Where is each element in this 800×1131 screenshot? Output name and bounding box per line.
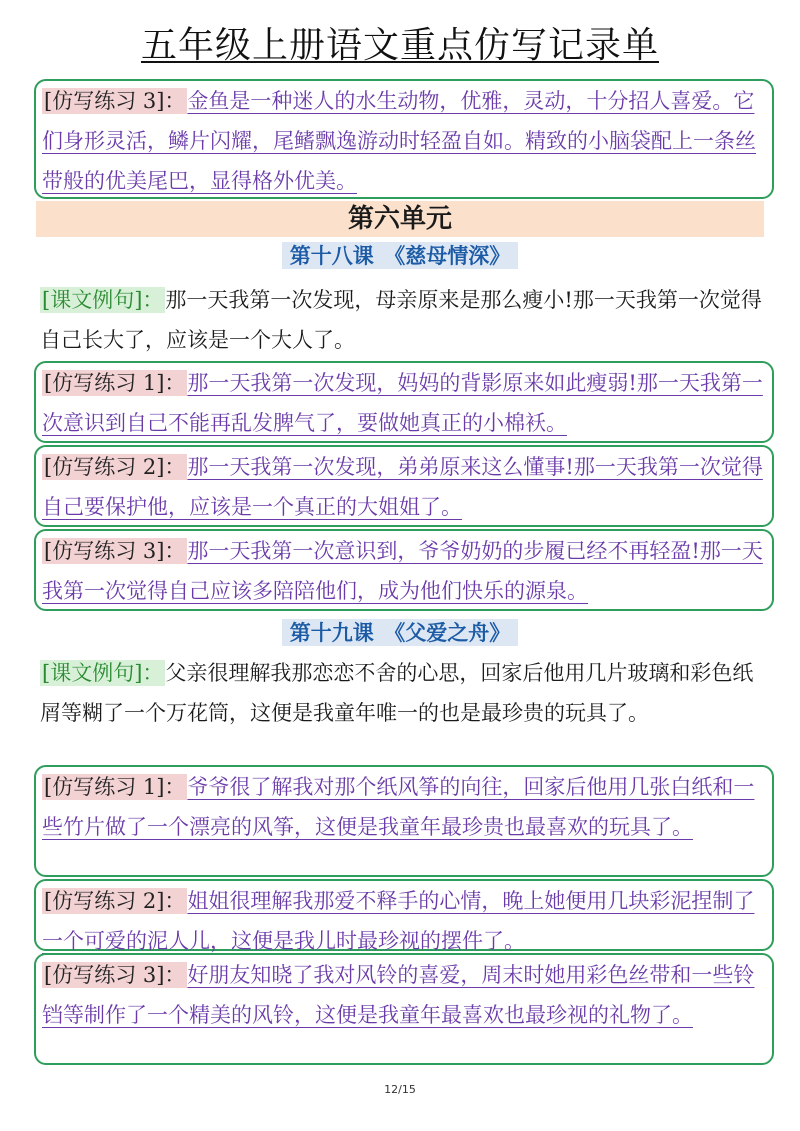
lesson-19-practice-1: [34, 765, 774, 877]
practice-text: 金鱼是一种迷人的水生动物，优雅，灵动，十分招人喜爱。它们身形灵活，鳞片闪耀，尾鳍飘逸游动时轻盈自如。精致的小脑袋配上一条丝带般的优美尾巴，显得格外优美。: [42, 89, 756, 193]
practice-text: 姐姐很理解我那爱不释手的心情，晚上她便用几块彩泥捏制了一个可爱的泥人儿，这便是我儿时最珍视的摆件了。: [42, 889, 755, 953]
lesson-18-practice-3: [34, 529, 774, 611]
page-title: 五年级上册语文重点仿写记录单: [140, 25, 659, 66]
example-text: 父亲很理解我那恋恋不舍的心思，回家后他用几片玻璃和彩色纸屑等糊了一个万花筒，这便是我童年唯一的也是最珍贵的玩具了。: [40, 661, 754, 725]
practice-text: 爷爷很了解我对那个纸风筝的向往，回家后他用几张白纸和一些竹片做了一个漂亮的风筝，这便是我童年最珍贵也最喜欢的玩具了。: [42, 775, 755, 839]
lesson-19-title: 第十九课 《父爱之舟》: [0, 617, 800, 649]
lesson-19-practice-2: [34, 879, 774, 951]
practice-text: 那一天我第一次意识到，爷爷奶奶的步履已经不再轻盈!那一天我第一次觉得自己应该多陪陪他们，成为他们快乐的源泉。: [42, 539, 763, 603]
lesson-18-example: [40, 280, 764, 360]
lesson-18-practice-2: [34, 445, 774, 527]
practice-tag: [仿写练习 1]：: [44, 371, 186, 395]
practice-tag: [仿写练习 3]：: [44, 539, 186, 563]
practice-tag: [仿写练习 2]：: [44, 889, 186, 913]
practice-tag: [仿写练习 3]：: [44, 89, 186, 113]
practice-text: 好朋友知晓了我对风铃的喜爱，周末时她用彩色丝带和一些铃铛等制作了一个精美的风铃，这便是我童年最喜欢也最珍视的礼物了。: [42, 963, 755, 1027]
practice-box-top: [34, 79, 774, 199]
unit-title: 第六单元: [36, 201, 764, 237]
page-number: 12/15: [384, 1083, 416, 1096]
practice-tag: [仿写练习 1]：: [44, 775, 186, 799]
example-text: 那一天我第一次发现，母亲原来是那么瘦小!那一天我第一次觉得自己长大了，应该是一个大人了。: [40, 288, 762, 352]
lesson-18-practice-1: [34, 361, 774, 443]
practice-text: 那一天我第一次发现，妈妈的背影原来如此瘦弱!那一天我第一次意识到自己不能再乱发脾气了，要做她真正的小棉袄。: [42, 371, 763, 435]
lesson-18-title: 第十八课 《慈母情深》: [0, 240, 800, 272]
lesson-19-practice-3: [34, 953, 774, 1065]
practice-tag: [仿写练习 3]：: [44, 963, 186, 987]
example-tag: [课文例句]：: [42, 288, 164, 312]
practice-tag: [仿写练习 2]：: [44, 455, 186, 479]
practice-text: 那一天我第一次发现，弟弟原来这么懂事!那一天我第一次觉得自己要保护他，应该是一个真正的大姐姐了。: [42, 455, 763, 519]
lesson-19-example: [40, 653, 764, 733]
example-tag: [课文例句]：: [42, 661, 164, 685]
